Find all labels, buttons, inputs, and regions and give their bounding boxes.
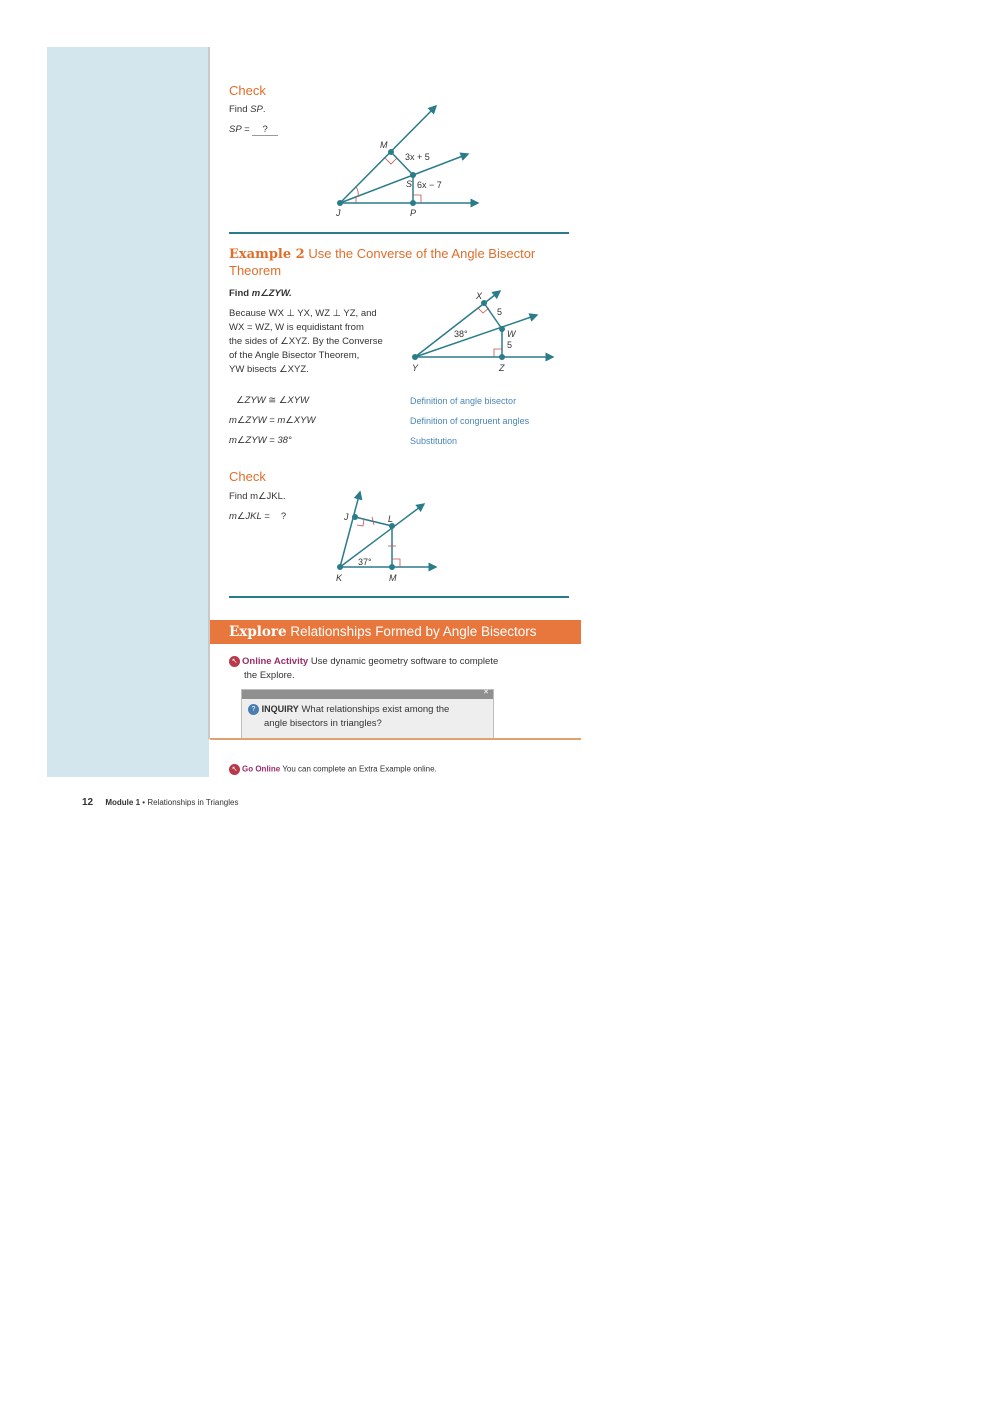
online-activity-text-1: Use dynamic geometry software to complete [310,656,499,667]
point-w [499,326,505,332]
ray-js [340,154,468,203]
check-1-answer [229,123,278,137]
section-divider-1 [229,232,569,234]
point-k [337,564,343,570]
example-2-heading [229,246,559,279]
close-icon[interactable]: ✕ [483,689,489,696]
label-y: Y [412,363,419,373]
online-activity-link[interactable]: Online Activity [242,656,309,667]
label-j: J [344,512,349,522]
label-m: M [389,573,397,583]
check-2-answer [229,510,294,524]
step-3-statement: m∠ZYW = 38° [229,435,292,446]
paragraph-line-4: of the Angle Bisector Theorem, [229,350,360,361]
length-wz: 5 [507,340,513,350]
label-j: J [336,208,341,218]
check-1-prompt-pre: Find [229,104,251,115]
check-1-heading: Check [229,83,266,98]
section-divider-2 [229,596,569,598]
check-1-answer-blank[interactable]: ? [252,125,278,136]
expr-sp: 6x − 7 [417,180,442,190]
point-p [410,200,416,206]
inquiry-text-1: What relationships exist among the [301,704,450,715]
paragraph-line-2: WX = WZ, W is equidistant from [229,322,364,333]
label-w: W [507,329,516,339]
label-k: K [336,573,343,583]
inquiry-label: INQUIRY [261,704,299,714]
explore-banner [210,620,581,644]
explore-bottom-rule [210,738,581,740]
label-p: P [410,208,417,218]
right-angle-m [385,158,397,164]
inquiry-titlebar [242,690,493,699]
check-2-answer-label: m∠JKL = [229,511,270,522]
footer-module: Module 1 [105,798,141,807]
label-l: L [388,514,394,524]
point-m [388,149,394,155]
check-2-heading: Check [229,469,266,484]
check-1-prompt-var: SP [250,104,263,115]
check-2-answer-blank[interactable]: ? [280,511,287,522]
explore-label-wrap [229,624,287,639]
point-y [412,354,418,360]
ray-kl [340,504,424,567]
point-m [389,564,395,570]
example-2-find-pre: Find [229,288,252,299]
example-2-find-var: m∠ZYW. [251,288,292,299]
step-2-reason: Definition of congruent angles [410,416,530,426]
inquiry-box [241,689,494,739]
label-x: X [476,291,483,301]
point-s [410,172,416,178]
example-2-title: Use the Converse of the Angle Bisector Theorem [229,246,536,278]
step-3-reason: Substitution [410,436,458,446]
angle-mark-1 [356,187,358,197]
go-online [229,764,437,775]
example-2-label: Example 2 [229,247,305,262]
check-2-figure [330,488,445,586]
step-2-statement: m∠ZYW = m∠XYW [229,415,316,426]
point-j [337,200,343,206]
explore-label: Explore [229,624,287,640]
inquiry-icon: ? [248,704,259,715]
online-activity-text-2: the Explore. [244,670,295,681]
go-online-text: You can complete an Extra Example online. [282,764,437,774]
point-j [352,514,358,520]
inquiry-content [242,699,493,731]
ray-yw [415,315,537,357]
example-2-find [229,287,292,301]
footer-title: Relationships in Triangles [147,798,239,807]
expr-ms: 3x + 5 [405,152,430,162]
length-xw: 5 [497,307,503,317]
check-1-answer-label: SP = [229,124,250,135]
paragraph-line-1: Because WX ⊥ YX, WZ ⊥ YZ, and [229,308,377,319]
online-activity [229,655,569,683]
label-s: S [406,179,413,189]
explore-title: Relationships Formed by Angle Bisectors [290,624,537,639]
go-online-icon: ↖ [229,764,240,775]
left-sidebar-panel [47,47,209,777]
label-m: M [380,140,388,150]
example-2-figure [405,283,565,378]
angle-37: 37° [358,557,372,567]
inquiry-text-2: angle bisectors in triangles? [264,718,382,729]
footer-separator: • [142,798,146,807]
page-number: 12 [82,797,94,808]
paragraph-line-5: YW bisects ∠XYZ. [229,364,309,375]
online-activity-icon: ↖ [229,656,240,667]
go-online-link[interactable]: Go Online [242,764,281,774]
example-2-paragraph [229,307,409,377]
step-1-statement: ∠ZYW ≅ ∠XYW [236,395,310,406]
ray-kj [340,492,360,567]
page-footer [82,797,238,808]
check-1-prompt [229,103,265,117]
right-angle-j [357,519,364,526]
paragraph-line-3: the sides of ∠XYZ. By the Converse [229,336,383,347]
step-1-reason: Definition of angle bisector [410,396,517,406]
point-z [499,354,505,360]
angle-38: 38° [454,329,468,339]
check-1-prompt-post: . [262,104,266,115]
label-z: Z [499,363,505,373]
check-1-figure [330,98,490,223]
ray-yx [415,291,503,357]
check-2-prompt: Find m∠JKL. [229,491,286,502]
